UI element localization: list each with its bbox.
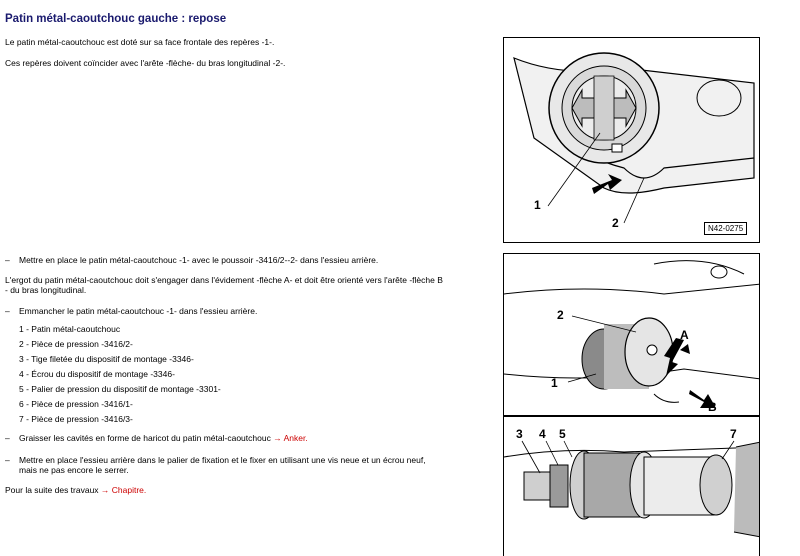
figure-1-callout-2: 2 [612, 216, 619, 230]
page-title: Patin métal-caoutchouc gauche : repose [5, 13, 227, 25]
figure-1-callout-1: 1 [534, 198, 541, 212]
step-dash: – [5, 455, 10, 465]
intro-line-2: Ces repères doivent coïncider avec l'arête -flèche- du bras longitudinal -2-. [5, 58, 286, 68]
step-dash: – [5, 306, 10, 316]
intro-line-1: Le patin métal-caoutchouc est doté sur sa face frontale des repères -1-. [5, 37, 275, 47]
legend-item: 6 - Pièce de pression -3416/1- [19, 399, 133, 409]
legend-item: 2 - Pièce de pression -3416/2- [19, 339, 133, 349]
footer-text: Pour la suite des travaux [5, 485, 101, 495]
step-text: Mettre en place le patin métal-caoutchouc -1- avec le poussoir -3416/2--2- dans l'essieu arrière. [19, 255, 379, 265]
figure-1-drawing [504, 38, 760, 243]
step-text: Emmancher le patin métal-caoutchouc -1- dans l'essieu arrière. [19, 306, 258, 316]
step-install-mount [5, 255, 378, 265]
note-line-1: L'ergot du patin métal-caoutchouc doit s'engager dans l'évidement -flèche A- et doit être orienté vers l'arête -flèche B [5, 275, 443, 285]
step-dash: – [5, 255, 10, 265]
figure-3-callout-4: 4 [539, 427, 546, 441]
figure-rubber-mount-markings [503, 37, 760, 243]
legend-item: 4 - Écrou du dispositif de montage -3346- [19, 369, 175, 379]
chapitre-link[interactable]: → Chapitre. [100, 485, 147, 495]
legend-item: 1 - Patin métal-caoutchouc [19, 324, 121, 334]
step-text: Graisser les cavités en forme de haricot du patin métal-caoutchouc [19, 433, 274, 443]
figure-2-callout-2: 2 [557, 308, 564, 322]
figure-2-drawing [504, 254, 760, 416]
anker-link[interactable]: → Anker. [273, 433, 308, 443]
step-install-axle [5, 455, 426, 465]
step-text-line-1: Mettre en place l'essieu arrière dans le palier de fixation et le fixer en utilisant une vis neue et un écrou neuf, [19, 455, 426, 465]
figure-2-callout-b: B [708, 400, 717, 414]
figure-3-callout-7: 7 [730, 427, 737, 441]
step-press-mount [5, 306, 257, 316]
legend-item: 5 - Palier de pression du dispositif de montage -3301- [19, 384, 221, 394]
step-dash: – [5, 433, 10, 443]
legend-item: 7 - Pièce de pression -3416/3- [19, 414, 133, 424]
figure-3-callout-3: 3 [516, 427, 523, 441]
figure-mount-installation [503, 253, 760, 416]
figure-1-code: N42-0275 [704, 222, 747, 235]
figure-3-callout-5: 5 [559, 427, 566, 441]
step-grease-cavities [5, 433, 308, 443]
note-line-2: - du bras longitudinal. [5, 285, 87, 295]
legend-item: 3 - Tige filetée du dispositif de montage -3346- [19, 354, 194, 364]
figure-2-callout-1: 1 [551, 376, 558, 390]
footer-note [5, 485, 146, 495]
figure-press-tool [503, 416, 760, 556]
step-install-axle-line-2: mais ne pas encore le serrer. [19, 465, 129, 475]
figure-2-callout-a: A [680, 328, 689, 342]
